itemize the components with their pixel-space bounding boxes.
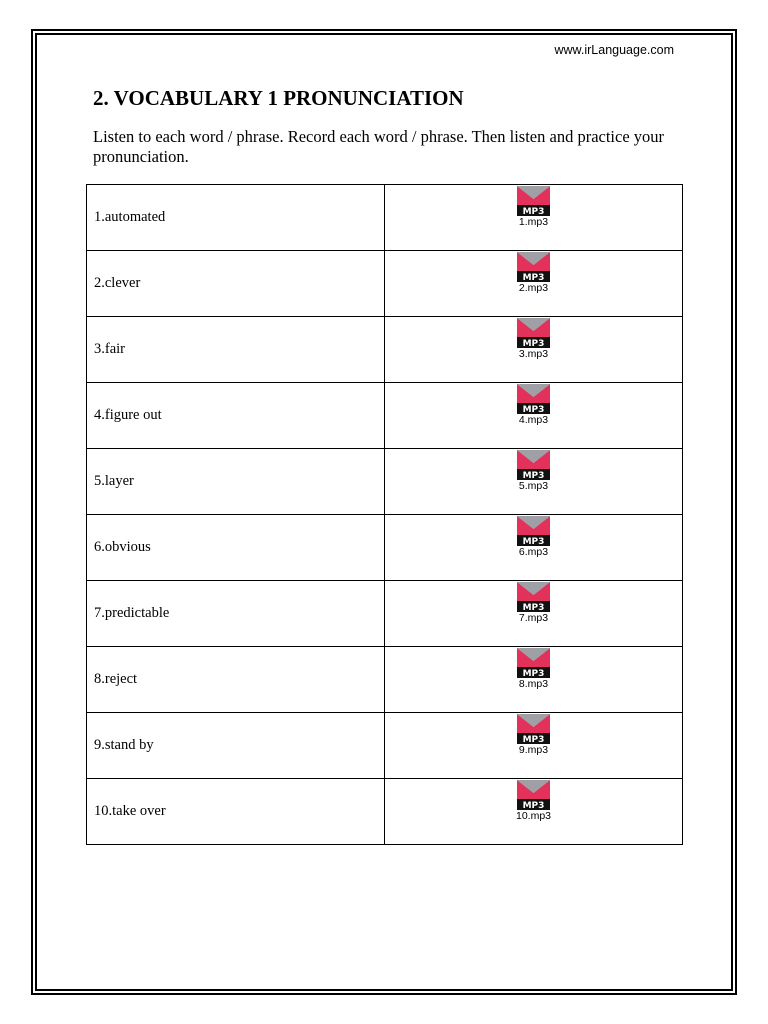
table-row bbox=[87, 515, 683, 581]
table-row bbox=[87, 383, 683, 449]
vocabulary-word: 5.layer bbox=[87, 449, 385, 515]
table-row bbox=[87, 713, 683, 779]
mp3-file-icon[interactable] bbox=[517, 450, 550, 480]
svg-text:MP3: MP3 bbox=[522, 735, 545, 744]
audio-cell bbox=[385, 581, 683, 647]
vocabulary-table-body bbox=[87, 185, 683, 845]
audio-cell bbox=[385, 383, 683, 449]
svg-text:MP3: MP3 bbox=[522, 801, 545, 810]
vocabulary-word: 6.obvious bbox=[87, 515, 385, 581]
mp3-file-name[interactable]: 8.mp3 bbox=[518, 678, 549, 690]
table-row bbox=[87, 581, 683, 647]
mp3-file-name[interactable]: 4.mp3 bbox=[518, 414, 549, 426]
instructions-text: Listen to each word / phrase. Record each word / phrase. Then listen and practice your pronunciation. bbox=[93, 127, 665, 166]
table-row bbox=[87, 647, 683, 713]
vocabulary-word: 3.fair bbox=[87, 317, 385, 383]
vocabulary-word: 4.figure out bbox=[87, 383, 385, 449]
vocabulary-word: 10.take over bbox=[87, 779, 385, 845]
mp3-attachment[interactable] bbox=[516, 780, 551, 822]
vocabulary-word: 7.predictable bbox=[87, 581, 385, 647]
table-row bbox=[87, 317, 683, 383]
svg-text:MP3: MP3 bbox=[522, 273, 545, 282]
mp3-file-icon[interactable] bbox=[517, 714, 550, 744]
mp3-file-icon[interactable] bbox=[517, 516, 550, 546]
mp3-attachment[interactable] bbox=[517, 582, 550, 624]
mp3-attachment[interactable] bbox=[517, 384, 550, 426]
mp3-attachment[interactable] bbox=[517, 252, 550, 294]
section-title: 2. VOCABULARY 1 PRONUNCIATION bbox=[93, 86, 464, 110]
mp3-file-name[interactable]: 1.mp3 bbox=[518, 216, 549, 228]
mp3-file-name[interactable]: 7.mp3 bbox=[518, 612, 549, 624]
mp3-file-icon[interactable] bbox=[517, 252, 550, 282]
mp3-attachment[interactable] bbox=[517, 450, 550, 492]
mp3-file-name[interactable]: 9.mp3 bbox=[518, 744, 549, 756]
svg-text:MP3: MP3 bbox=[522, 537, 545, 546]
mp3-file-icon[interactable] bbox=[517, 318, 550, 348]
mp3-file-name[interactable]: 6.mp3 bbox=[518, 546, 549, 558]
mp3-attachment[interactable] bbox=[517, 186, 550, 228]
audio-cell bbox=[385, 647, 683, 713]
vocabulary-table bbox=[86, 184, 683, 845]
vocabulary-word: 8.reject bbox=[87, 647, 385, 713]
svg-text:MP3: MP3 bbox=[522, 471, 545, 480]
mp3-attachment[interactable] bbox=[517, 714, 550, 756]
audio-cell bbox=[385, 515, 683, 581]
svg-text:MP3: MP3 bbox=[522, 207, 545, 216]
mp3-file-icon[interactable] bbox=[517, 384, 550, 414]
svg-text:MP3: MP3 bbox=[522, 339, 545, 348]
audio-cell bbox=[385, 449, 683, 515]
table-row bbox=[87, 185, 683, 251]
svg-text:MP3: MP3 bbox=[522, 405, 545, 414]
mp3-file-icon[interactable] bbox=[517, 780, 550, 810]
audio-cell bbox=[385, 713, 683, 779]
table-row bbox=[87, 449, 683, 515]
vocabulary-word: 1.automated bbox=[87, 185, 385, 251]
table-row bbox=[87, 251, 683, 317]
audio-cell bbox=[385, 317, 683, 383]
site-url: www.irLanguage.com bbox=[554, 43, 674, 57]
svg-text:MP3: MP3 bbox=[522, 603, 545, 612]
mp3-file-icon[interactable] bbox=[517, 186, 550, 216]
mp3-file-icon[interactable] bbox=[517, 648, 550, 678]
mp3-attachment[interactable] bbox=[517, 318, 550, 360]
audio-cell bbox=[385, 779, 683, 845]
audio-cell bbox=[385, 251, 683, 317]
vocabulary-word: 9.stand by bbox=[87, 713, 385, 779]
table-row bbox=[87, 779, 683, 845]
svg-text:MP3: MP3 bbox=[522, 669, 545, 678]
mp3-file-icon[interactable] bbox=[517, 582, 550, 612]
mp3-attachment[interactable] bbox=[517, 648, 550, 690]
mp3-attachment[interactable] bbox=[517, 516, 550, 558]
audio-cell bbox=[385, 185, 683, 251]
mp3-file-name[interactable]: 2.mp3 bbox=[518, 282, 549, 294]
mp3-file-name[interactable]: 10.mp3 bbox=[515, 810, 552, 822]
mp3-file-name[interactable]: 5.mp3 bbox=[518, 480, 549, 492]
mp3-file-name[interactable]: 3.mp3 bbox=[518, 348, 549, 360]
vocabulary-word: 2.clever bbox=[87, 251, 385, 317]
